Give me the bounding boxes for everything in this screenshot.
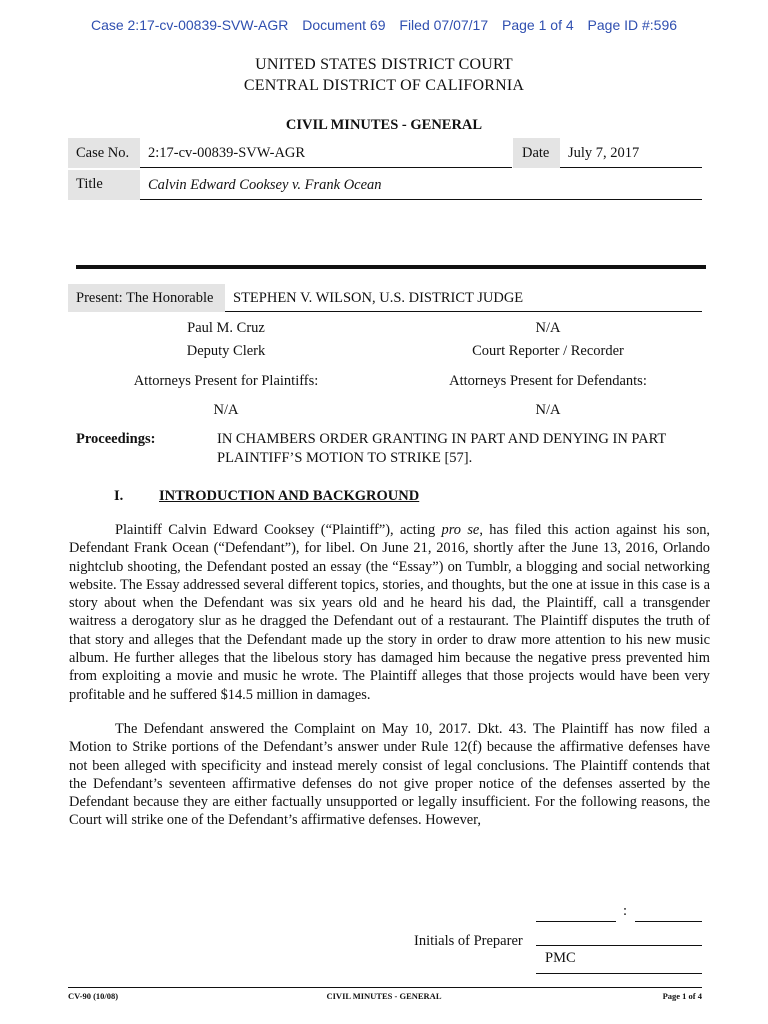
- clerk-role: Deputy Clerk: [186, 343, 266, 359]
- title-value: Calvin Edward Cooksey v. Frank Ocean: [148, 177, 382, 193]
- court-name-line2: CENTRAL DISTRICT OF CALIFORNIA: [243, 77, 525, 94]
- judge-underline: [225, 311, 702, 312]
- footer-form-title: CIVIL MINUTES - GENERAL: [326, 991, 442, 1001]
- attorneys-defendants-value: N/A: [535, 402, 561, 418]
- section-number: I.: [114, 488, 124, 504]
- attorneys-plaintiffs-value: N/A: [213, 402, 239, 418]
- paragraph-motion: [69, 720, 710, 830]
- paragraph2-text: The Defendant answered the Complaint on May 10, 2017. Dkt. 43. The Plaintiff has now filed a Motion to Strike portions of the Defendant’s answer under Rule 12(f) because the affirmative defenses have not been alleged with specificity and instead merely consist of legal conclusions. The Plaintiff contends that the Defendant’s seventeen affirmative defenses do not give proper notice of the defenses asserted by the Defendant because they are either factually unsupported or legally insufficient. For the following reasons, the Court will strike one of the Defendant’s affirmative defenses. However,: [69, 721, 710, 829]
- proceedings-line1: IN CHAMBERS ORDER GRANTING IN PART AND DENYING IN PART: [217, 431, 667, 447]
- footer-rule: [68, 987, 702, 988]
- preparer-line-right: [635, 921, 702, 922]
- case-no-value: 2:17-cv-00839-SVW-AGR: [148, 145, 306, 161]
- form-title: CIVIL MINUTES - GENERAL: [285, 117, 483, 133]
- preparer-line-left: [536, 921, 616, 922]
- reporter-name: N/A: [535, 320, 561, 336]
- paragraph1-before: Plaintiff Calvin Edward Cooksey (“Plaintiff”), acting: [115, 522, 442, 538]
- stamp-filed: Filed 07/07/17: [399, 17, 489, 33]
- section-title: INTRODUCTION AND BACKGROUND: [159, 488, 420, 504]
- footer-form-number: CV-90 (10/08): [68, 991, 119, 1001]
- preparer-initials: PMC: [545, 950, 576, 966]
- attorneys-plaintiffs-label: Attorneys Present for Plaintiffs:: [133, 373, 319, 389]
- clerk-name: Paul M. Cruz: [187, 320, 265, 336]
- preparer-label: Initials of Preparer: [414, 933, 523, 949]
- judge-name: STEPHEN V. WILSON, U.S. DISTRICT JUDGE: [233, 290, 524, 306]
- preparer-initials-line-bottom: [536, 973, 702, 974]
- date-underline: [560, 167, 702, 168]
- filing-stamp: [0, 17, 768, 33]
- stamp-page-id: Page ID #:596: [587, 17, 678, 33]
- preparer-initials-line-top: [536, 945, 702, 946]
- case-no-label: Case No.: [76, 145, 130, 161]
- stamp-case: Case 2:17-cv-00839-SVW-AGR: [90, 17, 289, 33]
- title-underline: [140, 199, 702, 200]
- date-label: Date: [522, 145, 550, 161]
- section-divider: [76, 265, 706, 269]
- stamp-page: Page 1 of 4: [502, 17, 574, 33]
- reporter-role: Court Reporter / Recorder: [472, 343, 624, 359]
- present-label: Present: The Honorable: [76, 290, 214, 306]
- proceedings-line2: PLAINTIFF’S MOTION TO STRIKE [57].: [217, 450, 473, 466]
- stamp-document: Document 69: [302, 17, 386, 33]
- title-label: Title: [76, 176, 103, 192]
- preparer-colon: :: [623, 903, 628, 919]
- court-name-line1: UNITED STATES DISTRICT COURT: [255, 56, 513, 73]
- date-value: July 7, 2017: [568, 145, 640, 161]
- paragraph-introduction: [69, 521, 710, 704]
- paragraph1-after: , has filed this action against his son, Defendant Frank Ocean (“Defendant”), for libel. On June 21, 2016, shortly after the June 13, 2016, Orlando nightclub shooting, the Defendant posted an essay (the “Essay”) on Tumblr, a blogging and social networking website. The Essay addressed several different topics, stories, and thoughts, but the one at issue in this case is a story about when the Defendant was six years old and he heard his dad, the Plaintiff, call a transgender waitress a derogatory slur as he dragged the Defendant out of a restaurant. The Plaintiff disputes the truth of that story and alleges that the Defendant made up the story in order to draw more attention to his new music album. He further alleges that the libelous story has damaged him because the negative press prevented him from exploiting a movie and music he wrote. The Plaintiff alleges that those projects would have been very profitable and he suffered $14.5 million in damages.: [69, 522, 710, 703]
- paragraph1-italic: pro se: [441, 522, 480, 538]
- attorneys-defendants-label: Attorneys Present for Defendants:: [449, 373, 647, 389]
- proceedings-label: Proceedings:: [76, 431, 156, 447]
- footer-page: Page 1 of 4: [662, 991, 702, 1001]
- case-no-underline: [140, 167, 512, 168]
